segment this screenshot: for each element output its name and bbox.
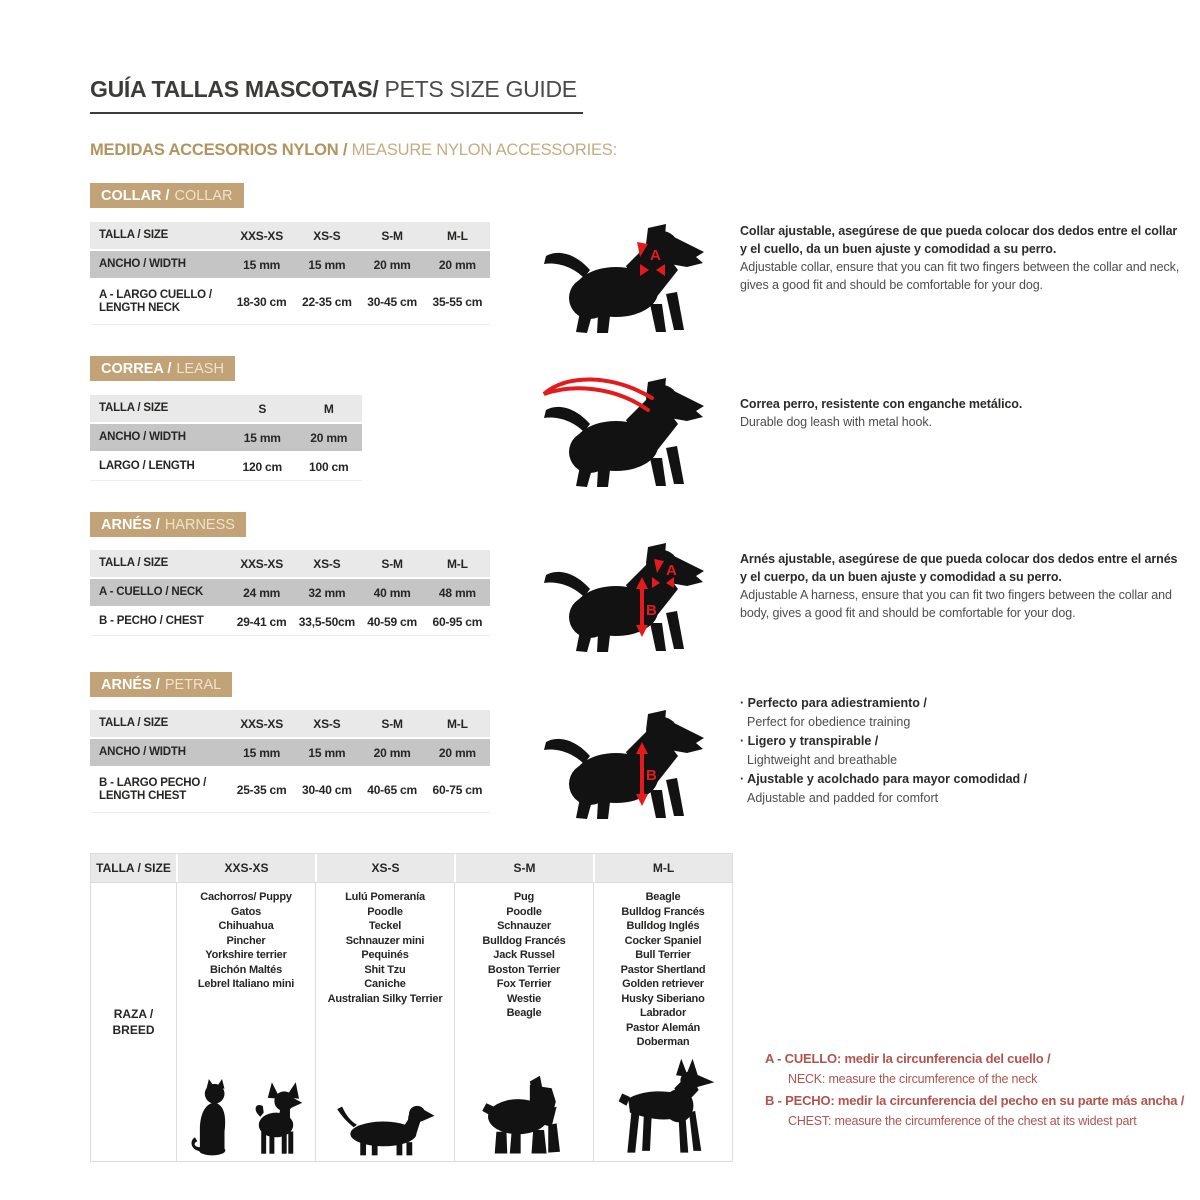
svg-text:B: B — [646, 767, 657, 784]
description-en: Durable dog leash with metal hook. — [740, 415, 932, 429]
row-label: TALLA / SIZE — [99, 229, 169, 241]
size-value: 24 mm — [243, 585, 281, 600]
breed-item: Teckel — [368, 920, 402, 932]
svg-text:A: A — [666, 562, 677, 579]
size-header: S — [258, 401, 267, 416]
breed-item: Bulldog Francés — [482, 934, 566, 947]
doberman-icon — [610, 1057, 716, 1157]
page-subtitle — [90, 141, 617, 160]
page-title-es: GUÍA TALLAS MASCOTAS/ — [90, 76, 379, 102]
row-label: ANCHO / WIDTH — [99, 746, 186, 758]
breed-item: Pequinés — [361, 949, 409, 961]
leash-size-table — [90, 395, 362, 483]
feature-en: Adjustable and padded for comfort — [747, 791, 939, 805]
page-title-en: PETS SIZE GUIDE — [378, 76, 577, 102]
row-label: TALLA / SIZE — [99, 717, 169, 729]
breed-column-xxs-xs — [176, 883, 315, 1161]
size-header: XS-S — [315, 854, 454, 882]
breed-table-body — [91, 883, 732, 1161]
size-header: XS-S — [313, 228, 341, 243]
badge-label-en: HARNESS — [164, 516, 235, 533]
svg-text:A: A — [650, 247, 661, 264]
table-row-header — [90, 222, 490, 249]
size-value: 30-45 cm — [367, 295, 418, 309]
row-label: A - CUELLO / NECK — [99, 586, 204, 598]
size-header: S-M — [381, 556, 403, 571]
collar-description — [740, 222, 1180, 294]
harness-description — [740, 550, 1185, 622]
chihuahua-icon — [247, 1079, 305, 1157]
silhouette-cell — [594, 1050, 732, 1162]
table-row — [90, 739, 490, 766]
size-header: XS-S — [313, 556, 341, 571]
feature-item — [740, 694, 1180, 732]
table-row — [90, 608, 490, 636]
feature-item — [740, 770, 1180, 808]
size-value: 30-40 cm — [301, 783, 352, 797]
size-value: 22-35 cm — [301, 295, 352, 309]
size-header: M-L — [447, 228, 468, 243]
size-value: 60-95 cm — [432, 614, 483, 629]
breed-item: Jack Russel — [493, 949, 555, 961]
row-label: LARGO / LENGTH — [99, 460, 195, 472]
silhouette-cell — [455, 1039, 593, 1161]
description-en: Adjustable A harness, ensure that you can fit two fingers between the collar and body, gives a good fit and should be comfortable for your dog. — [740, 588, 1172, 620]
feature-es: · Ligero y transpirable / — [740, 732, 1180, 751]
badge-label-es: ARNÉS / — [101, 676, 160, 693]
breed-item: Pug — [513, 891, 535, 903]
size-value: 20 mm — [373, 257, 411, 272]
breed-item: Beagle — [645, 891, 681, 903]
breed-column-s-m — [454, 883, 593, 1161]
size-header: XXS-XS — [240, 716, 284, 731]
section-badge-petral — [90, 672, 232, 697]
row-label: ANCHO / WIDTH — [99, 431, 186, 443]
table-row — [90, 453, 362, 481]
breed-item: Gatos — [230, 905, 262, 918]
breed-header-label: TALLA / SIZE — [96, 861, 171, 875]
breed-item: Australian Silky Terrier — [327, 992, 443, 1005]
size-header: S-M — [454, 854, 593, 882]
size-value: 20 mm — [438, 257, 476, 272]
table-row — [90, 251, 490, 278]
badge-label-en: LEASH — [176, 360, 224, 377]
row-label: ANCHO / WIDTH — [99, 258, 186, 270]
row-label: B - PECHO / CHEST — [99, 615, 204, 627]
table-row — [90, 579, 490, 606]
size-header: XXS-XS — [240, 556, 284, 571]
note-chest-es: B - PECHO: medir la circunferencia del pecho en su parte más ancha / — [765, 1093, 1185, 1108]
svg-text:B: B — [646, 602, 657, 619]
size-value: 60-75 cm — [432, 783, 483, 797]
breed-item: Lulú Pomeranía — [345, 891, 425, 903]
dachshund-icon — [333, 1091, 437, 1157]
size-value: 15 mm — [243, 745, 281, 760]
feature-en: Lightweight and breathable — [747, 753, 898, 767]
breed-row-label-es: RAZA / — [113, 1007, 154, 1021]
breed-item: Poodle — [367, 905, 403, 918]
size-value: 48 mm — [438, 585, 476, 600]
petral-dog-illustration — [540, 700, 710, 820]
breed-item: Beagle — [506, 1007, 542, 1019]
page-subtitle-es: MEDIDAS ACCESORIOS NYLON / — [90, 141, 348, 159]
breed-item: Pincher — [226, 934, 266, 947]
breed-item: Chihuahua — [218, 920, 274, 932]
size-value: 32 mm — [308, 585, 346, 600]
breed-item: Yorkshire terrier — [205, 949, 287, 961]
breed-item: Cocker Spaniel — [624, 934, 702, 947]
table-row-header — [90, 395, 362, 422]
harness-size-table — [90, 550, 490, 638]
size-value: 20 mm — [438, 745, 476, 760]
size-value: 15 mm — [243, 430, 281, 445]
size-value: 35-55 cm — [432, 295, 483, 309]
measuring-notes — [765, 1048, 1195, 1132]
feature-item — [740, 732, 1180, 770]
size-value: 15 mm — [243, 257, 281, 272]
description-en: Adjustable collar, ensure that you can fit two fingers between the collar and neck, gives a good fit and should be comfortable for your dog. — [740, 260, 1180, 292]
size-value: 29-41 cm — [236, 614, 287, 629]
breed-table-header — [91, 854, 732, 883]
breed-item: Cachorros/ Puppy — [200, 891, 292, 903]
row-label: A - LARGO CUELLO / LENGTH NECK — [99, 289, 212, 314]
breed-column-xs-s — [315, 883, 454, 1161]
size-value: 40 mm — [373, 585, 411, 600]
cat-icon — [187, 1079, 239, 1157]
size-header: M-L — [593, 854, 732, 882]
feature-es: · Perfecto para adiestramiento / — [740, 694, 1180, 713]
badge-label-en: COLLAR — [174, 187, 233, 204]
size-value: 120 cm — [242, 459, 282, 474]
breed-item: Pastor Shertland — [620, 963, 706, 976]
size-header: S-M — [381, 716, 403, 731]
breed-item: Doberman — [636, 1036, 690, 1048]
size-value: 40-59 cm — [367, 614, 418, 629]
section-badge-harness — [90, 512, 246, 537]
note-chest-en: CHEST: measure the circumference of the chest at its widest part — [788, 1114, 1137, 1128]
leash-line — [544, 379, 652, 410]
size-header: S-M — [381, 228, 403, 243]
leash-description — [740, 395, 1180, 431]
badge-label-es: COLLAR / — [101, 187, 170, 204]
collar-size-table — [90, 222, 490, 327]
collar-dog-illustration — [540, 214, 710, 334]
breed-item: Lebrel Italiano mini — [197, 978, 295, 990]
table-row — [90, 280, 490, 325]
feature-es: · Ajustable y acolchado para mayor comodidad / — [740, 770, 1180, 789]
breed-item: Poodle — [506, 905, 542, 918]
size-value: 25-35 cm — [236, 783, 287, 797]
page-subtitle-en: MEASURE NYLON ACCESSORIES: — [347, 141, 617, 159]
description-es: Correa perro, resistente con enganche metálico. — [740, 397, 1023, 411]
breed-item: Westie — [506, 992, 542, 1005]
harness-dog-illustration — [540, 533, 710, 653]
feature-en: Perfect for obedience training — [747, 715, 911, 729]
table-row-header — [90, 710, 490, 737]
breed-item: Pastor Alemán — [625, 1021, 701, 1034]
petral-size-table — [90, 710, 490, 815]
table-row — [90, 424, 362, 451]
page-title — [90, 76, 583, 114]
size-value: 100 cm — [309, 459, 349, 474]
breed-item: Fox Terrier — [496, 978, 552, 990]
section-badge-collar — [90, 183, 244, 208]
breed-item: Schnauzer — [497, 920, 551, 932]
schnauzer-icon — [478, 1073, 570, 1157]
silhouette-cell — [316, 1039, 454, 1161]
breed-column-m-l — [593, 883, 732, 1161]
breed-item: Schnauzer mini — [345, 934, 425, 947]
silhouette-cell — [177, 1039, 315, 1161]
row-label: TALLA / SIZE — [99, 557, 169, 569]
breed-row-label-en: BREED — [112, 1023, 155, 1037]
breed-item: Bulldog Inglés — [626, 920, 700, 932]
size-header: M-L — [447, 556, 468, 571]
breed-item: Golden retriever — [622, 978, 704, 990]
size-header: XXS-XS — [240, 228, 284, 243]
breed-item: Bull Terrier — [635, 949, 691, 961]
leash-dog-illustration — [540, 368, 710, 488]
section-badge-leash — [90, 356, 235, 381]
breed-row-label — [91, 883, 176, 1161]
size-value: 20 mm — [373, 745, 411, 760]
petral-feature-list — [740, 694, 1180, 808]
table-row-header — [90, 550, 490, 577]
size-header: M — [323, 401, 334, 416]
badge-label-es: ARNÉS / — [101, 516, 160, 533]
breed-item: Labrador — [639, 1007, 687, 1019]
badge-label-en: PETRAL — [164, 676, 222, 693]
size-value: 15 mm — [308, 745, 346, 760]
breed-item: Bulldog Francés — [621, 905, 705, 918]
note-neck-es: A - CUELLO: medir la circunferencia del cuello / — [765, 1051, 1051, 1066]
row-label: TALLA / SIZE — [99, 402, 169, 414]
note-neck-en: NECK: measure the circumference of the neck — [788, 1072, 1038, 1086]
breed-size-table — [90, 853, 733, 1162]
size-value: 33,5-50cm — [298, 614, 355, 629]
table-row — [90, 768, 490, 813]
description-es: Collar ajustable, asegúrese de que pueda colocar dos dedos entre el collar y el cuello, da un buen ajuste y comodidad a su perro. — [740, 224, 1178, 256]
size-value: 40-65 cm — [367, 783, 418, 797]
size-header: XXS-XS — [176, 854, 315, 882]
description-es: Arnés ajustable, asegúrese de que pueda colocar dos dedos entre el arnés y el cuerpo, da un buen ajuste y comodidad a su perro. — [740, 552, 1178, 584]
row-label: B - LARGO PECHO / LENGTH CHEST — [99, 777, 207, 802]
breed-item: Boston Terrier — [487, 963, 561, 976]
badge-label-es: CORREA / — [101, 360, 172, 377]
size-value: 15 mm — [308, 257, 346, 272]
size-header: M-L — [447, 716, 468, 731]
size-header: XS-S — [313, 716, 341, 731]
breed-item: Caniche — [364, 978, 406, 990]
size-value: 20 mm — [310, 430, 348, 445]
breed-item: Bichón Maltés — [210, 963, 282, 976]
breed-item: Husky Siberiano — [621, 992, 705, 1005]
breed-item: Shit Tzu — [364, 963, 406, 976]
size-value: 18-30 cm — [236, 295, 287, 309]
